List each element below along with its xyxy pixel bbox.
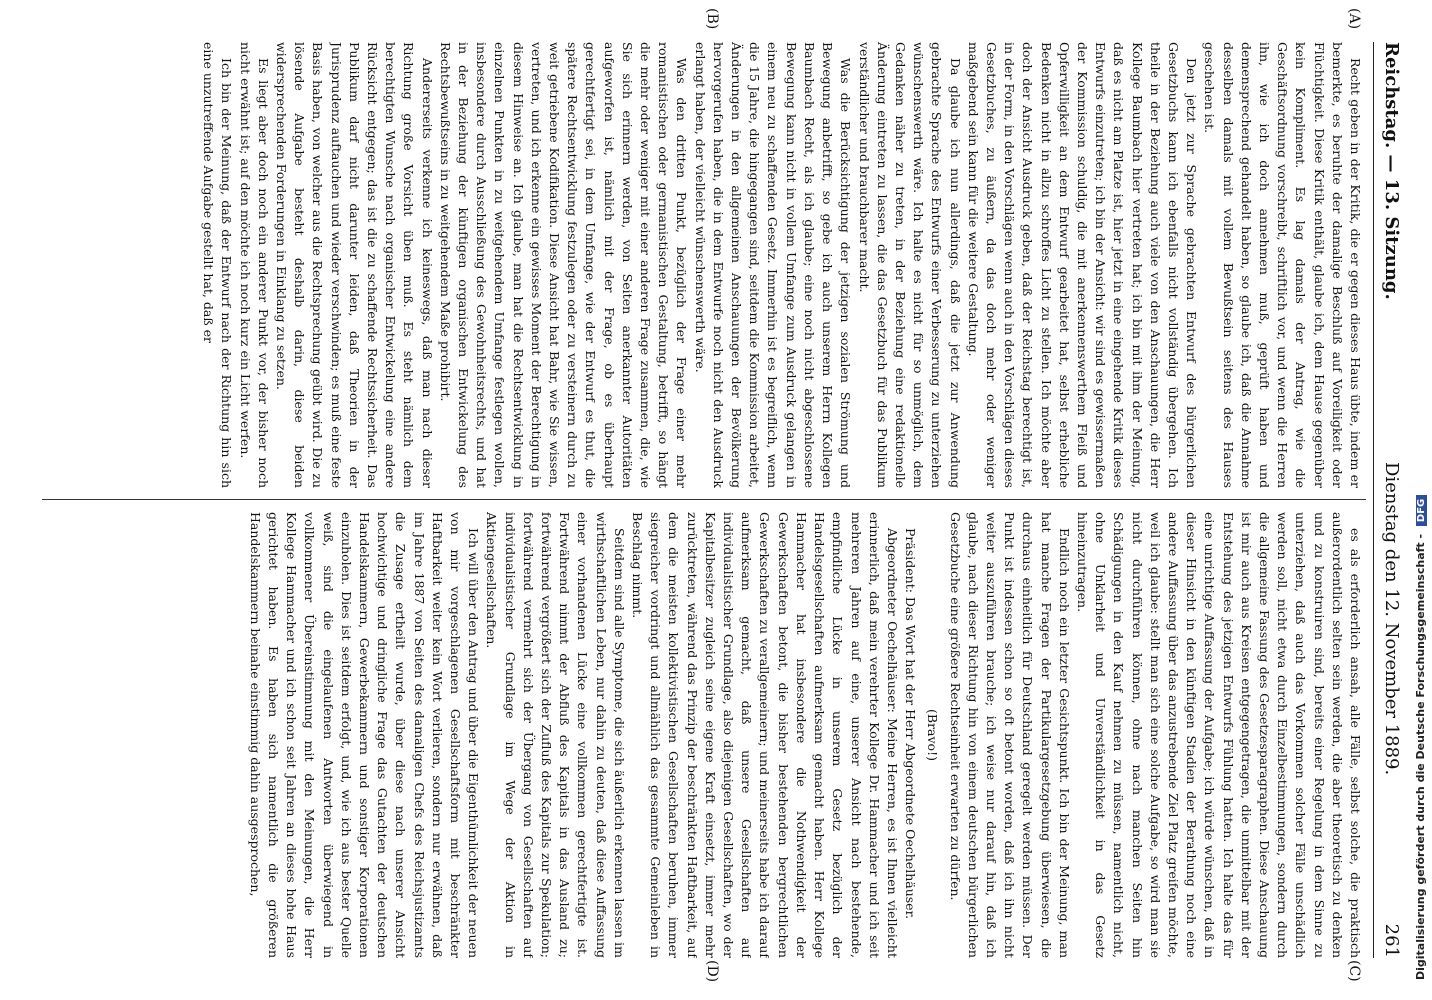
paragraph: Andererseits verkenne ich keineswegs, daß man nach dieser Richtung große Vorsicht üben muß. Es steht nämlich dem berechtigten Wunsche nach organischer Entwickelung eine andere Rücksicht entgegen; das ist die zu schaffende Rechtssicherheit. Das Publikum darf nicht darunter leiden, daß Theorien in der Jurisprudenz auftauchen und wieder verschwinden; es muß eine feste Basis haben, von welcher aus die Rechtsprechung geübt wird. Die zu lösende Aufgabe besteht deshalb darin, diese beiden widersprechenden Forderungen in Einklang zu setzen. bbox=[274, 42, 435, 488]
paragraph: Was die Berücksichtigung der jetzigen sozialen Strömung und Bewegung anbetrifft, so gebe ich auch unserem Herrn Kollegen Baumbach Recht, als ich glaube; eine noch nicht abgeschlossene Bewegung kann nicht in vollem Umfange zum Ausdruck gelangen in einem neu zu schaffenden Gesetz. Immerhin ist es begreiflich, wenn die 15 Jahre, die hingegangen sind, seitdem die Kommission arbeitet, Änderungen in den allgemeinen Anschauungen der Bevölkerung hervorgerufen haben, die in dem Entwurfe noch nicht den Ausdruck erlangt haben, der vielleicht wünschenswerth wäre. bbox=[692, 42, 854, 488]
paragraph: Abgeordneter Oechelhäuser: Meine Herren, es ist Ihnen vielleicht erinnerlich, daß mein verehrter Kollege Dr. Hammacher und ich seit mehreren Jahren auf eine, unserer Ansicht nach bestehende, empfindliche Lücke in unserem Gesetz bezüglich der Handelsgesellschaften aufmerksam gemacht haben. Herr Kollege Hammacher hat insbesondere die Nothwendigkeit der Gewerkschaften betont, die bisher bestehenden bergrechtlichen Gewerkschaften zu verallgemeinern; und meinerseits habe ich darauf aufmerksam gemacht, daß unsere Gesellschaften auf individualistischer Grundlage, also diejenigen Gesellschaften, wo der Kapitalbesitzer zugleich seine eigene Kraft einsetzt, immer mehr zurücktreten, während das Prinzip der beschränkten Haftbarkeit, auf dem die meisten kollektivistischen Gesellschaften beruhen, immer siegreicher vordringt und allmählich das gesammte Gemeinleben in Beschlag nimmt. bbox=[630, 512, 900, 958]
president-line: Präsident: Das Wort hat der Herr Abgeordnete Oechelhäuser. bbox=[903, 528, 919, 920]
paragraph: Recht geben in der Kritik, die er gegen dieses Haus übte, indem er bemerkte, es beruhte der damalige Beschluß auf Voreiligkeit oder Flüchtigkeit. Diese Kritik enthält, glaube ich, dem Hause gegenüber kein Kompliment. Es lag damals der Antrag, wie die Geschäftsordnung vorschreibt, schriftlich vor, und wenn die Herren ihn, wie ich doch annehmen muß, geprüft haben und demensprechend gehandelt haben, so glaube ich, daß die Annahme desselben damals mit vollem Bewußtsein seitens des Hauses geschehen ist. bbox=[1202, 42, 1363, 488]
page-number: 261 bbox=[1381, 923, 1402, 958]
paragraph: Seitdem sind alle Symptome, die sich äußerlich erkennen lassen im wirthschaftlichen Leben, nur dahin zu deuten, daß diese Auffassung einer vorhandenen Lücke eine vollkommen gerechtfertigte ist. Fortwährend nimmt der Abfluß des Kapitals in das Ausland zu; fortwährend vergrößert sich der Zufluß des Kapitals zur Spekulation; fortwährend vermehrt sich der Übergang von Gesellschaften auf individualistischer Grundlage im Wege der Aktion in Aktiengesellschaften. bbox=[484, 512, 627, 958]
paragraph: Da glaube ich nun allerdings, daß die jetzt zur Anwendung gebrachte Sprache des Entwurfs einer Verbesserung zu unterziehen wünschenswerth wäre. Ich halte es nicht für so unmöglich, dem Gedanken näher zu treten, in der Beziehung eine redaktionelle Änderung eintreten zu lassen, die das Gesetzbuch für das Publikum verständlicher und brauchbarer macht. bbox=[856, 42, 963, 488]
margin-marker-b: (B) bbox=[704, 8, 720, 30]
header-left: Reichstag. — 13. Sitzung. bbox=[1381, 42, 1402, 300]
paragraph: Was den dritten Punkt, bezüglich der Frage einer mehr romanistischen oder germanistischen Gestaltung, betrifft, so hängt die mehr oder weniger mit einer anderen Frage zusammen, die, wie Sie sich erinnern werden, von Seiten anerkannter Autoritäten aufgeworfen ist, nämlich mit der Frage, ob es überhaupt gerechtfertigt sei, in dem Umfange, wie der Entwurf es thut, die spätere Rechtsentwicklung festzulegen oder zu versteinern durch zu weit getriebene Kodifikation. Diese Ansicht hat Bahr, wie Sie wissen, vertreten, und ich erkenne ein gewisses Moment der Berechtigung in diesem Hinweise an. Ich glaube, man hat die Rechtsentwicklung in einzelnen Punkten in zu weitgehendem Umfange festlegen wollen, insbesondere durch Ausschließung des Gewohnheitsrechts, und hat in der Beziehung der künftigen organischen Entwickelung des Rechtsbewußtseins in zu weitgehendem Maße prohibirt. bbox=[437, 42, 690, 488]
dfg-logo: DFG bbox=[1416, 495, 1427, 526]
paragraph: Endlich noch ein letzter Gesichtspunkt. Ich bin der Meinung, man hat manche Fragen der Partikulargesetzgebung überwiesen, die durchaus einheitlich für Deutschland geregelt werden müssen. Der Punkt ist indessen schon so oft betont worden, daß ich ihn nicht weiter auszuführen brauche; ich weise nur darauf hin, daß ich glaube, nach dieser Richtung hin von einem deutschen bürgerlichen Gesetzbuche eine größere Rechtseinheit erwarten zu dürfen. bbox=[947, 512, 1072, 958]
credit-text: Digitalisierung gefördert durch die Deutsche Forschungsgemeinschaft - bbox=[1414, 533, 1427, 980]
column-rule bbox=[42, 499, 1366, 500]
right-column bbox=[44, 512, 1364, 958]
margin-marker-d: (D) bbox=[704, 960, 720, 983]
margin-marker-c: (C) bbox=[1346, 960, 1362, 982]
digitization-credit bbox=[1411, 40, 1431, 980]
paragraph: Es liegt aber doch noch ein anderer Punkt vor, der bisher noch nicht erwähnt ist; auf den möchte ich noch kurz ein Licht werfen. bbox=[237, 42, 271, 488]
margin-marker-a: (A) bbox=[1346, 8, 1362, 30]
running-header bbox=[1370, 42, 1410, 958]
page-content bbox=[30, 8, 1410, 983]
paragraph: es als erforderlich ansah, alle Fälle, selbst solche, die praktisch außerordentlich selten sein werden, die aber theoretisch zu denken und zu konstruiren sind, bereits einer Regelung in dem Sinne zu unterziehen, daß auch das Vorkommen solcher Fälle unschädlich werden soll, nicht etwa durch Einzelbestimmungen, sondern durch die allgemeine Fassung des Gesetzesparagraphen. Diese Anschauung ist mir auch aus Kreisen entgegengetragen, die unmittelbar mit der Entstehung des jetzigen Entwurfs Fühlung hatten. Ich halte das für eine unrichtige Auffassung der Aufgabe; ich würde wünschen, daß in dieser Hinsicht in den künftigen Stadien der Berathung noch eine andere Auffassung über das anzustrebende Ziel Platz greifen möchte, weil ich glaube: stellt man sich eine solche Aufgabe, so wird man sie nicht durchführen können, ohne nach manchen Seiten hin Schädigungen in den Kauf nehmen zu müssen, namentlich nicht, ohne Unklarheit und Unverständlichkeit in das Gesetz hineinzutragen. bbox=[1074, 512, 1363, 958]
paragraph: Ich will über den Antrag und über die Eigenthümlichkeit der neuen von mir vorgeschlagenen Gesellschaftsform mit beschränkter Haftbarkeit weiter kein Wort verlieren, sondern nur erwähnen, daß im Jahre 1887 von Seiten des damaligen Chefs des Reichsjustizamts die Zusage ertheilt wurde, über diese nach unserer Ansicht hochwichtige und dringliche Frage das Gutachten der deutschen Handelskammern, Gewerbekammern und sonstiger Korporationen einzuholen. Dies ist seitdem erfolgt, und, wie ich aus bester Quelle weiß, sind die eingelaufenen Antworten überwiegend in vollkommener Übereinstimmung mit den Meinungen, die Herr Kollege Hammacher und ich schon seit Jahren an dieses hohe Haus gerichtet haben. Es haben sich namentlich die größeren Handelskammern beinahe einstimmig dahin ausgesprochen, bbox=[247, 512, 482, 958]
paragraph: Ich bin der Meinung, daß der Entwurf nach der Richtung hin sich eine unzutreffende Aufgabe gestellt hat, daß er bbox=[201, 42, 235, 488]
left-column bbox=[44, 42, 1364, 488]
applause-note: (Bravo!) bbox=[925, 709, 941, 761]
paragraph: Den jetzt zur Sprache gebrachten Entwurf des bürgerlichen Gesetzbuchs kann ich ebenfalls nicht vollständig übergehen. Ich theile in der Beziehung auch viele von den Anschauungen, die Herr Kollege Baumbach hier vertreten hat; ich bin mit ihm der Meinung, daß es nicht am Platze ist, hier jetzt in eine eingehende Kritik dieses Entwurfs einzutreten; ich bin der Ansicht: wir sind es gewissermaßen der Kommission schuldig, die mit anerkennenswerthem Fleiß und Opferwilligkeit an dem Entwurf gearbeitet hat, selbst erhebliche Bedenken nicht in allzu schroffes Licht zu stellen. Ich möchte aber doch der Ansicht Ausdruck geben, daß der Reichstag berechtigt ist, in der Form, in den Vorschlägen wenn auch in den Vorschlägen dieses Gesetzbuches, zu äußern, da das doch mehr oder weniger maßgebend sein kann für die weitere Gestaltung. bbox=[965, 42, 1200, 488]
header-center: Dienstag den 12. November 1889. bbox=[1381, 462, 1402, 776]
header-rule bbox=[1373, 42, 1374, 958]
